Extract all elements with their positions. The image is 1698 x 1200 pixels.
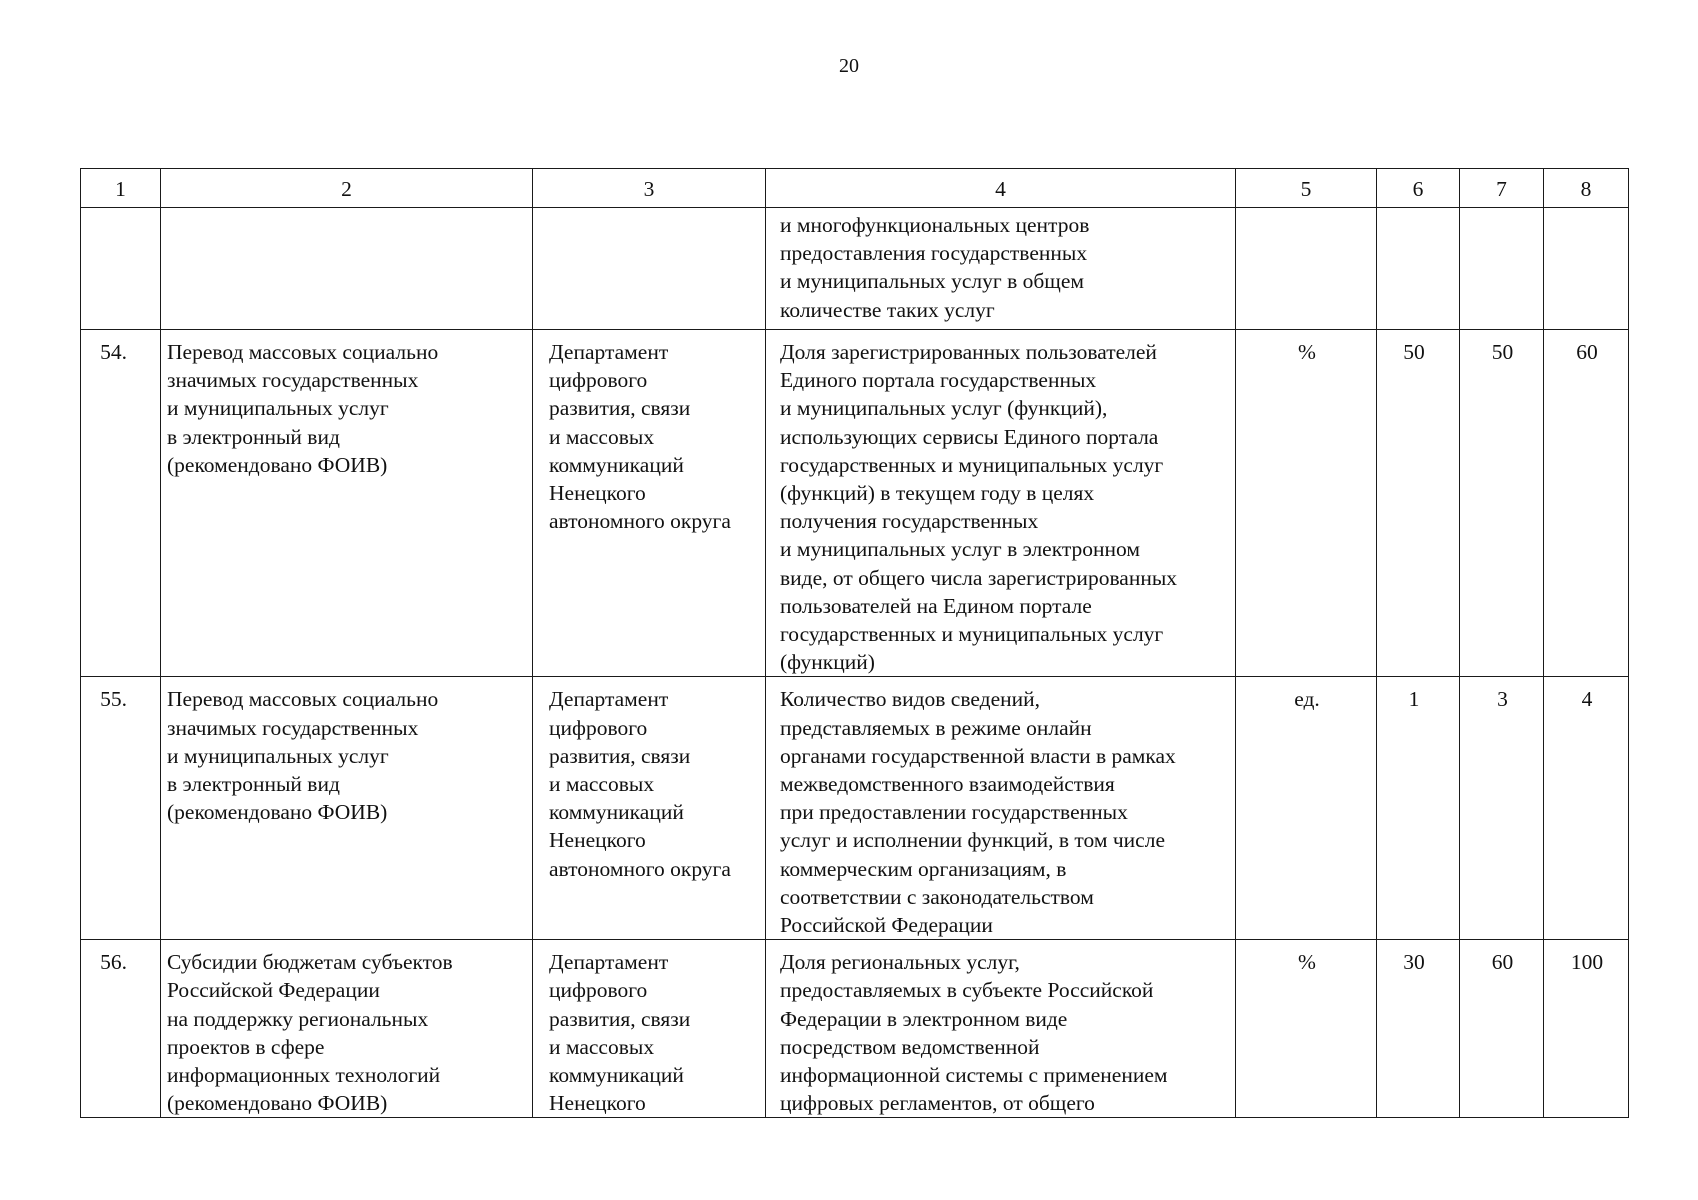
measure-name: Субсидии бюджетам субъектов Российской Федерации на поддержку региональных проектов в сфере информационных технологий (рекомендовано ФОИВ) xyxy=(161,940,533,1118)
measure-name: Перевод массовых социально значимых государственных и муниципальных услуг в электронный вид (рекомендовано ФОИВ) xyxy=(161,330,533,677)
cell-empty xyxy=(1236,208,1377,330)
measure-name: Перевод массовых социально значимых государственных и муниципальных услуг в электронный вид (рекомендовано ФОИВ) xyxy=(161,677,533,940)
value-col8: 4 xyxy=(1544,677,1629,940)
cell-empty xyxy=(1544,208,1629,330)
value-col7: 60 xyxy=(1460,940,1544,1118)
cell-empty xyxy=(1377,208,1460,330)
column-number-8: 8 xyxy=(1544,169,1629,208)
indicators-table xyxy=(80,168,1629,1118)
value-col6: 1 xyxy=(1377,677,1460,940)
row-number: 56. xyxy=(81,940,161,1118)
value-col6: 30 xyxy=(1377,940,1460,1118)
responsible-body: Департамент цифрового развития, связи и массовых коммуникаций Ненецкого автономного округа xyxy=(533,677,766,940)
column-number-5: 5 xyxy=(1236,169,1377,208)
header-row xyxy=(81,169,1629,208)
cell-empty xyxy=(81,208,161,330)
table-row xyxy=(81,677,1629,940)
unit: ед. xyxy=(1236,677,1377,940)
value-col7: 50 xyxy=(1460,330,1544,677)
unit: % xyxy=(1236,940,1377,1118)
table-row xyxy=(81,940,1629,1118)
row-number: 54. xyxy=(81,330,161,677)
cell-empty xyxy=(161,208,533,330)
page-number: 20 xyxy=(839,55,859,77)
value-col6: 50 xyxy=(1377,330,1460,677)
column-number-1: 1 xyxy=(81,169,161,208)
indicator-text: Количество видов сведений, представляемых в режиме онлайн органами государственной власти в рамках межведомственного взаимодействия при предоставлении государственных услуг и исполнении функций, в том числе коммерческим организациям, в соответствии с законодательством Российской Федерации xyxy=(766,677,1236,940)
value-col7: 3 xyxy=(1460,677,1544,940)
responsible-body: Департамент цифрового развития, связи и массовых коммуникаций Ненецкого xyxy=(533,940,766,1118)
unit: % xyxy=(1236,330,1377,677)
row-number: 55. xyxy=(81,677,161,940)
cell-empty xyxy=(533,208,766,330)
continuation-row xyxy=(81,208,1629,330)
column-number-2: 2 xyxy=(161,169,533,208)
value-col8: 60 xyxy=(1544,330,1629,677)
value-col8: 100 xyxy=(1544,940,1629,1118)
column-number-6: 6 xyxy=(1377,169,1460,208)
table-row xyxy=(81,330,1629,677)
cell-empty xyxy=(1460,208,1544,330)
indicator-continuation: и многофункциональных центров предоставления государственных и муниципальных услуг в общем количестве таких услуг xyxy=(766,208,1236,330)
indicator-text: Доля региональных услуг, предоставляемых в субъекте Российской Федерации в электронном виде посредством ведомственной информационной системы с применением цифровых регламентов, от общего xyxy=(766,940,1236,1118)
column-number-7: 7 xyxy=(1460,169,1544,208)
responsible-body: Департамент цифрового развития, связи и массовых коммуникаций Ненецкого автономного округа xyxy=(533,330,766,677)
column-number-3: 3 xyxy=(533,169,766,208)
column-number-4: 4 xyxy=(766,169,1236,208)
indicator-text: Доля зарегистрированных пользователей Единого портала государственных и муниципальных услуг (функций), использующих сервисы Единого портала государственных и муниципальных услуг (функций) в текущем году в целях получения государственных и муниципальных услуг в электронном виде, от общего числа зарегистрированных пользователей на Едином портале государственных и муниципальных услуг (функций) xyxy=(766,330,1236,677)
